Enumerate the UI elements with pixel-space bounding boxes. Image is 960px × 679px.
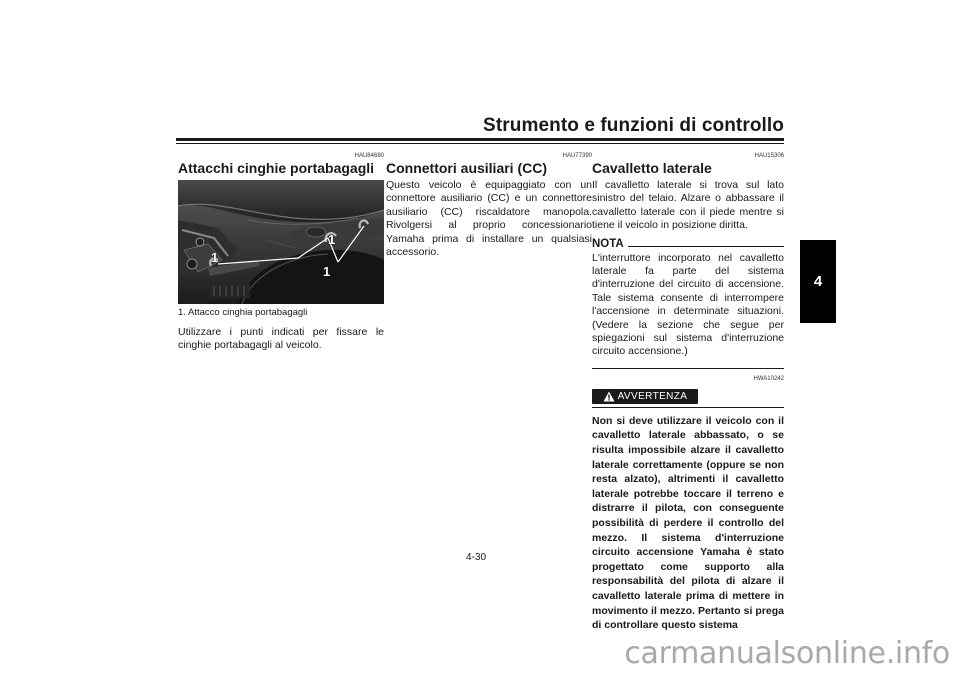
- section-sidestand: [592, 152, 784, 633]
- note-label: NOTA: [592, 237, 624, 250]
- warning-badge: [592, 389, 698, 404]
- chapter-tab-number: 4: [813, 273, 823, 290]
- section-code: HAU77390: [562, 153, 592, 159]
- note-end-rule: [592, 368, 784, 369]
- note-body: L'interruttore incorporato nel cavalletto laterale fa parte del sistema d'interruzione del circuito di accensione. Tale sistema consente di interrompere l'accensione in determinate situazioni. (Vedere la sezione che segue per spiegazioni sul sistema d'interruzione circuito accensione.): [592, 251, 784, 358]
- luggage-strap-hooks-photo: [178, 180, 384, 304]
- header-rule-thin: [176, 143, 784, 144]
- callout-1-left: 1: [211, 250, 219, 265]
- note-heading: [592, 236, 784, 252]
- warning-body: Non si deve utilizzare il veicolo con il cavalletto laterale abbassato, o se risulta impossibile alzare il cavalletto laterale correttamente (oppure se non resta alzato), altrimenti il cavalletto laterale potrebbe toccare il terreno e distrarre il pilota, con conseguente possibilità di perdere il controllo del mezzo. Il sistema d'interruzione circuito accensione Yamaha è stato progettato come supporto alla responsabilità del pilota di alzare il cavalletto laterale prima di mettere in movimento il mezzo. Pertanto si prega di controllare questo sistema: [592, 414, 784, 632]
- warning-rule: [592, 407, 784, 408]
- section-body: Il cavalletto laterale si trova sul lato sinistro del telaio. Alzare o abbassare il cavalletto laterale con il piede mentre si tiene il veicolo in posizione diritta.: [592, 179, 784, 232]
- section-heading: Attacchi cinghie portabagagli: [178, 160, 375, 176]
- figure-caption: 1. Attacco cinghia portabagagli: [178, 307, 308, 318]
- page-number: 4-30: [466, 552, 487, 563]
- section-auxiliary-connectors: [386, 152, 592, 259]
- section-code: HAU84680: [354, 153, 384, 159]
- warning-label: AVVERTENZA: [617, 390, 688, 402]
- header-rule: [176, 138, 784, 141]
- motorcycle-rear-illustration: [178, 180, 384, 304]
- note-rule: [628, 246, 784, 247]
- chapter-tab[interactable]: [800, 240, 836, 323]
- warning-triangle-icon: [603, 391, 615, 402]
- callout-1-bottom: 1: [323, 264, 331, 279]
- section-heading: Connettori ausiliari (CC): [386, 160, 548, 176]
- section-luggage-strap-hooks: [178, 152, 384, 353]
- section-heading: Cavalletto laterale: [592, 160, 712, 176]
- section-code: HAU15306: [754, 153, 784, 159]
- warning-header: [592, 386, 784, 408]
- section-body: Questo veicolo è equipaggiato con un connettore ausiliario (CC) e un connettore ausiliario (CC) riscaldatore manopola. Rivolgersi al proprio concessionario Yamaha prima di installare un qualsiasi accessorio.: [386, 179, 592, 259]
- watermark: carmanualsonline.info: [624, 636, 950, 671]
- warning-code: HWA10242: [753, 375, 784, 382]
- callout-1-mid: 1: [328, 232, 336, 247]
- section-body: Utilizzare i punti indicati per fissare le cinghie portabagagli al veicolo.: [178, 326, 384, 352]
- page-header-title: Strumento e funzioni di controllo: [483, 115, 784, 136]
